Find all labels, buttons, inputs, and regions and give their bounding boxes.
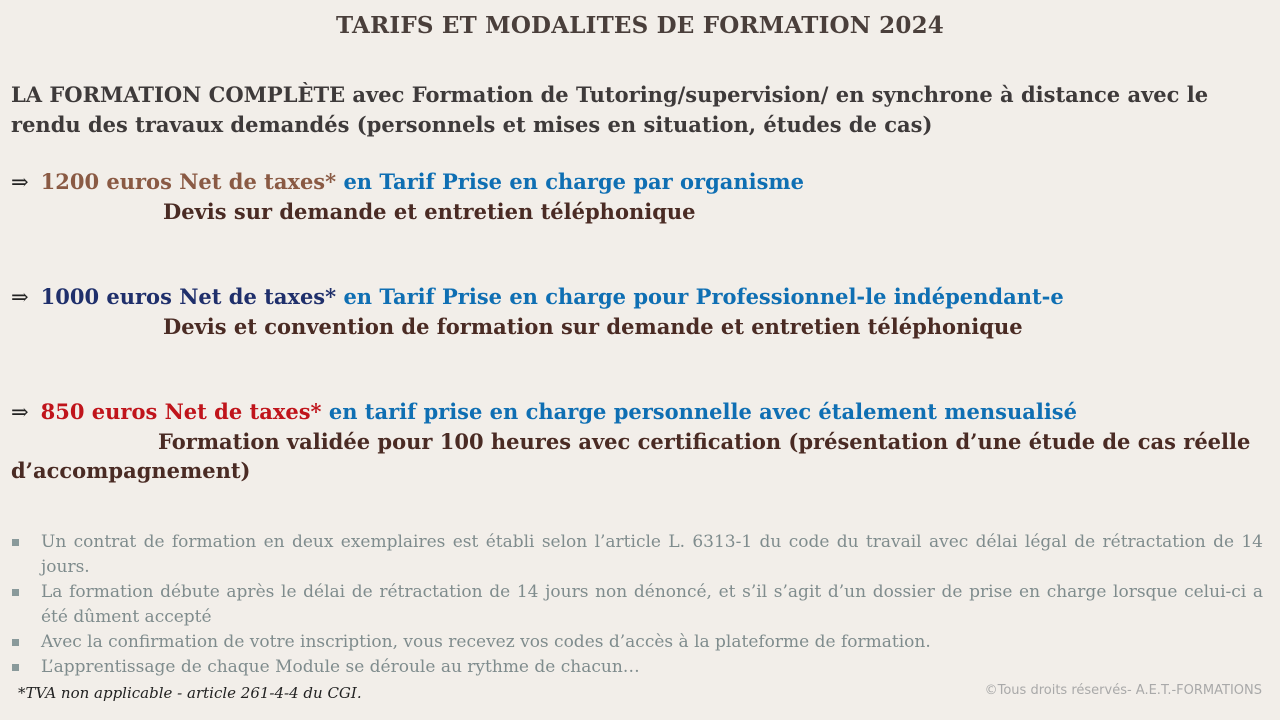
offer-price: 1200 euros Net de taxes* bbox=[40, 169, 337, 194]
arrow-icon: ⇒ bbox=[11, 170, 29, 194]
square-bullet-icon bbox=[12, 539, 19, 546]
offer-price: 850 euros Net de taxes* bbox=[40, 399, 322, 424]
offer-detail: Devis sur demande et entretien téléphonique bbox=[163, 199, 696, 224]
offer-price: 1000 euros Net de taxes* bbox=[40, 284, 337, 309]
offer-detail: Formation validée pour 100 heures avec certification (présentation d’une étude de cas réelle d’accompagnement) bbox=[11, 429, 1251, 483]
arrow-icon: ⇒ bbox=[11, 400, 29, 424]
offer-detail: Devis et convention de formation sur demande et entretien téléphonique bbox=[163, 314, 1023, 339]
offer-3 bbox=[11, 397, 1273, 485]
offer-1 bbox=[11, 167, 1273, 226]
list-item bbox=[11, 530, 1263, 580]
square-bullet-icon bbox=[12, 664, 19, 671]
offer-description: en tarif prise en charge personnelle avec étalement mensualisé bbox=[328, 399, 1077, 424]
list-item-text: La formation débute après le délai de rétractation de 14 jours non dénoncé, et s’il s’agit d’un dossier de prise en charge lorsque celui-ci a été dûment accepté bbox=[41, 582, 1263, 627]
list-item-text: Un contrat de formation en deux exemplaires est établi selon l’article L. 6313-1 du code du travail avec délai légal de rétractation de 14 jours. bbox=[41, 532, 1263, 577]
intro-text: LA FORMATION COMPLÈTE avec Formation de Tutoring/supervision/ en synchrone à distance avec le rendu des travaux demandés (personnels et mises en situation, études de cas) bbox=[11, 82, 1209, 137]
list-item-text: Avec la confirmation de votre inscription, vous recevez vos codes d’accès à la plateforme de formation. bbox=[41, 632, 931, 652]
arrow-icon: ⇒ bbox=[11, 285, 29, 309]
tax-footnote: *TVA non applicable - article 261-4-4 du CGI. bbox=[18, 684, 362, 702]
list-item bbox=[11, 630, 1263, 655]
list-item bbox=[11, 655, 1263, 680]
square-bullet-icon bbox=[12, 589, 19, 596]
page-title: TARIFS ET MODALITES DE FORMATION 2024 bbox=[335, 12, 945, 39]
offer-description: en Tarif Prise en charge pour Professionnel-le indépendant-e bbox=[343, 284, 1064, 309]
copyright-notice: ©Tous droits réservés- A.E.T.-FORMATIONS bbox=[984, 683, 1262, 698]
offer-description: en Tarif Prise en charge par organisme bbox=[343, 169, 805, 194]
list-item bbox=[11, 580, 1263, 630]
square-bullet-icon bbox=[12, 639, 19, 646]
offer-2 bbox=[11, 282, 1273, 341]
conditions-list bbox=[11, 530, 1263, 680]
list-item-text: L’apprentissage de chaque Module se déroule au rythme de chacun… bbox=[41, 657, 640, 677]
